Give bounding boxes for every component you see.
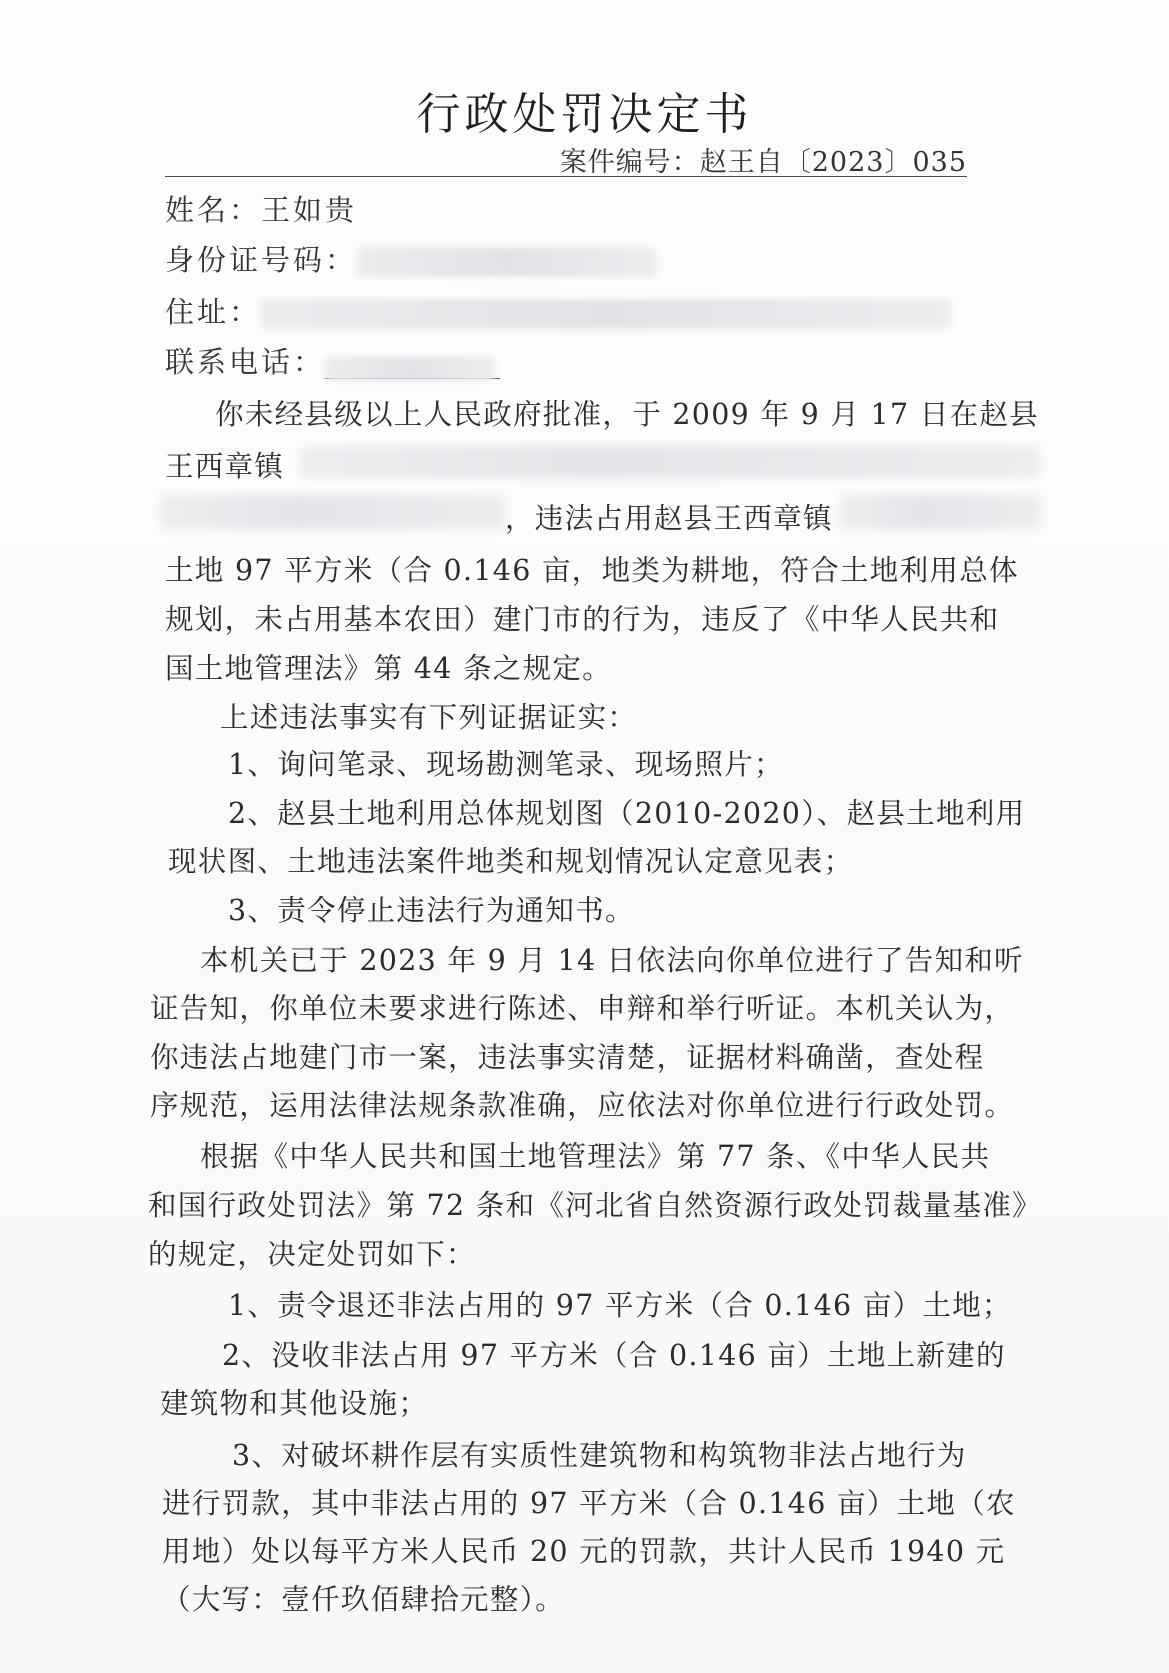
evidence-item: 1、询问笔录、现场勘测笔录、现场照片； <box>228 748 784 781</box>
evidence-item: 2、赵县土地利用总体规划图（2010-2020）、赵县土地利用 <box>228 797 1026 830</box>
body-line: 序规范，运用法律法规条款准确，应依法对你单位进行行政处罚。 <box>150 1089 1015 1122</box>
decision-item: （大写：壹仟玖佰肆拾元整）。 <box>162 1583 565 1616</box>
address-field <box>165 290 951 331</box>
body-line: 的规定，决定处罚如下： <box>148 1238 476 1271</box>
body-line: 国土地管理法》第 44 条之规定。 <box>165 652 612 685</box>
body-line: 你未经县级以上人民政府批准，于 2009 年 9 月 17 日在赵县 <box>215 398 1039 431</box>
body-line: 根据《中华人民共和国土地管理法》第 77 条、《中华人民共 <box>200 1140 991 1173</box>
decision-item: 1、责令退还非法占用的 97 平方米（合 0.146 亩）土地； <box>228 1289 1012 1322</box>
case-number: 案件编号：赵王自〔2023〕035 <box>559 147 967 178</box>
evidence-intro: 上述违法事实有下列证据证实： <box>220 701 638 734</box>
decision-item: 进行罚款，其中非法占用的 97 平方米（合 0.146 亩）土地（农 <box>162 1487 1016 1520</box>
decision-item: 用地）处以每平方米人民币 20 元的罚款，共计人民币 1940 元 <box>162 1535 1006 1568</box>
id-number-label: 身份证号码： <box>165 243 358 277</box>
decision-item: 建筑物和其他设施； <box>160 1387 429 1420</box>
evidence-item: 现状图、土地违法案件地类和规划情况认定意见表； <box>168 845 854 878</box>
id-number-field <box>165 238 657 279</box>
address-label: 住址： <box>165 295 262 329</box>
decision-item: 2、没收非法占用 97 平方米（合 0.146 亩）土地上新建的 <box>222 1339 1006 1372</box>
name-text: 姓名：王如贵 <box>165 193 358 227</box>
location-redaction <box>300 446 1040 478</box>
phone-label: 联系电话： <box>165 345 326 379</box>
location-redaction <box>840 495 1040 529</box>
body-line: ，违法占用赵县王西章镇 <box>505 502 833 535</box>
evidence-item: 3、责令停止违法行为通知书。 <box>228 894 635 927</box>
id-number-redaction <box>357 247 657 277</box>
case-number-rule <box>165 176 967 177</box>
document-title: 行政处罚决定书 <box>416 89 753 140</box>
body-line: 王西章镇 <box>165 450 285 483</box>
name-field <box>165 188 357 229</box>
address-redaction <box>261 299 951 329</box>
body-line: 规划，未占用基本农田）建门市的行为，违反了《中华人民共和 <box>165 603 1000 636</box>
body-line: 本机关已于 2023 年 9 月 14 日依法向你单位进行了告知和听 <box>200 944 1024 977</box>
decision-item: 3、对破坏耕作层有实质性建筑物和构筑物非法占地行为 <box>232 1439 967 1472</box>
body-line: 土地 97 平方米（合 0.146 亩，地类为耕地，符合土地利用总体 <box>165 554 1019 587</box>
phone-redaction <box>325 350 500 379</box>
body-line: 你违法占地建门市一案，违法事实清楚，证据材料确凿，查处程 <box>150 1041 985 1074</box>
phone-field <box>165 340 500 381</box>
body-line: 和国行政处罚法》第 72 条和《河北省自然资源行政处罚裁量基准》 <box>148 1189 1042 1222</box>
body-line: 证告知，你单位未要求进行陈述、申辩和举行听证。本机关认为， <box>150 992 1015 1025</box>
location-redaction <box>160 495 505 529</box>
